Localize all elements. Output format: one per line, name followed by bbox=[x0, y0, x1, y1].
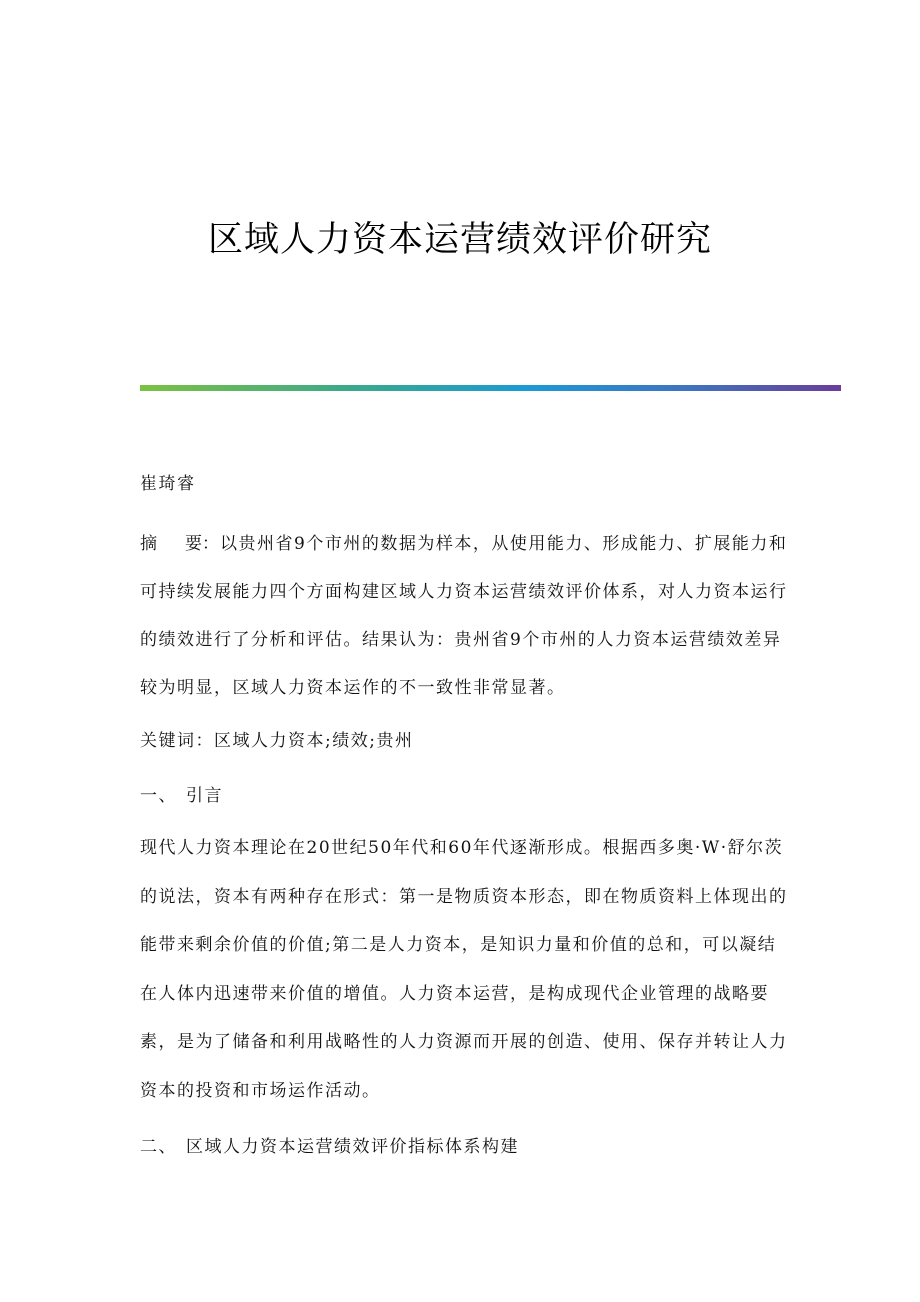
document-title: 区域人力资本运营绩效评价研究 bbox=[207, 220, 712, 260]
section-number: 二、 bbox=[140, 1137, 177, 1157]
author-name: 崔琦睿 bbox=[140, 474, 196, 494]
section-title: 引言 bbox=[186, 786, 223, 806]
abstract-paragraph bbox=[140, 520, 790, 712]
section-heading-introduction bbox=[140, 782, 790, 810]
section-number: 一、 bbox=[140, 786, 177, 806]
keywords-line: 关键词：区域人力资本;绩效;贵州 bbox=[140, 731, 414, 751]
introduction-paragraph: 现代人力资本理论在20世纪50年代和60年代逐渐形成。根据西多奥·W·舒尔茨的说法，资本有两种存在形式：第一是物质资本形态，即在物质资料上体现出的能带来剩余价值的价值;第二是人力资本，是知识力量和价值的总和，可以凝结在人体内迅速带来价值的增值。人力资本运营，是构成现代企业管理的战略要素，是为了储备和利用战略性的人力资源而开展的创造、使用、保存并转让人力资本的投资和市场运作活动。 bbox=[140, 838, 788, 1101]
abstract-label-part-1: 摘 bbox=[140, 534, 157, 554]
abstract-label bbox=[140, 520, 220, 568]
section-heading-indicator-system bbox=[140, 1133, 790, 1161]
abstract-label-part-2: 要： bbox=[185, 534, 219, 554]
abstract-text: 以贵州省9个市州的数据为样本，从使用能力、形成能力、扩展能力和可持续发展能力四个方面构建区域人力资本运营绩效评价体系，对人力资本运行的绩效进行了分析和评估。结果认为：贵州省9个市州的人力资本运营绩效差异较为明显，区域人力资本运作的不一致性非常显著。 bbox=[140, 534, 788, 698]
section-title: 区域人力资本运营绩效评价指标体系构建 bbox=[186, 1137, 519, 1157]
gradient-divider bbox=[140, 385, 841, 391]
